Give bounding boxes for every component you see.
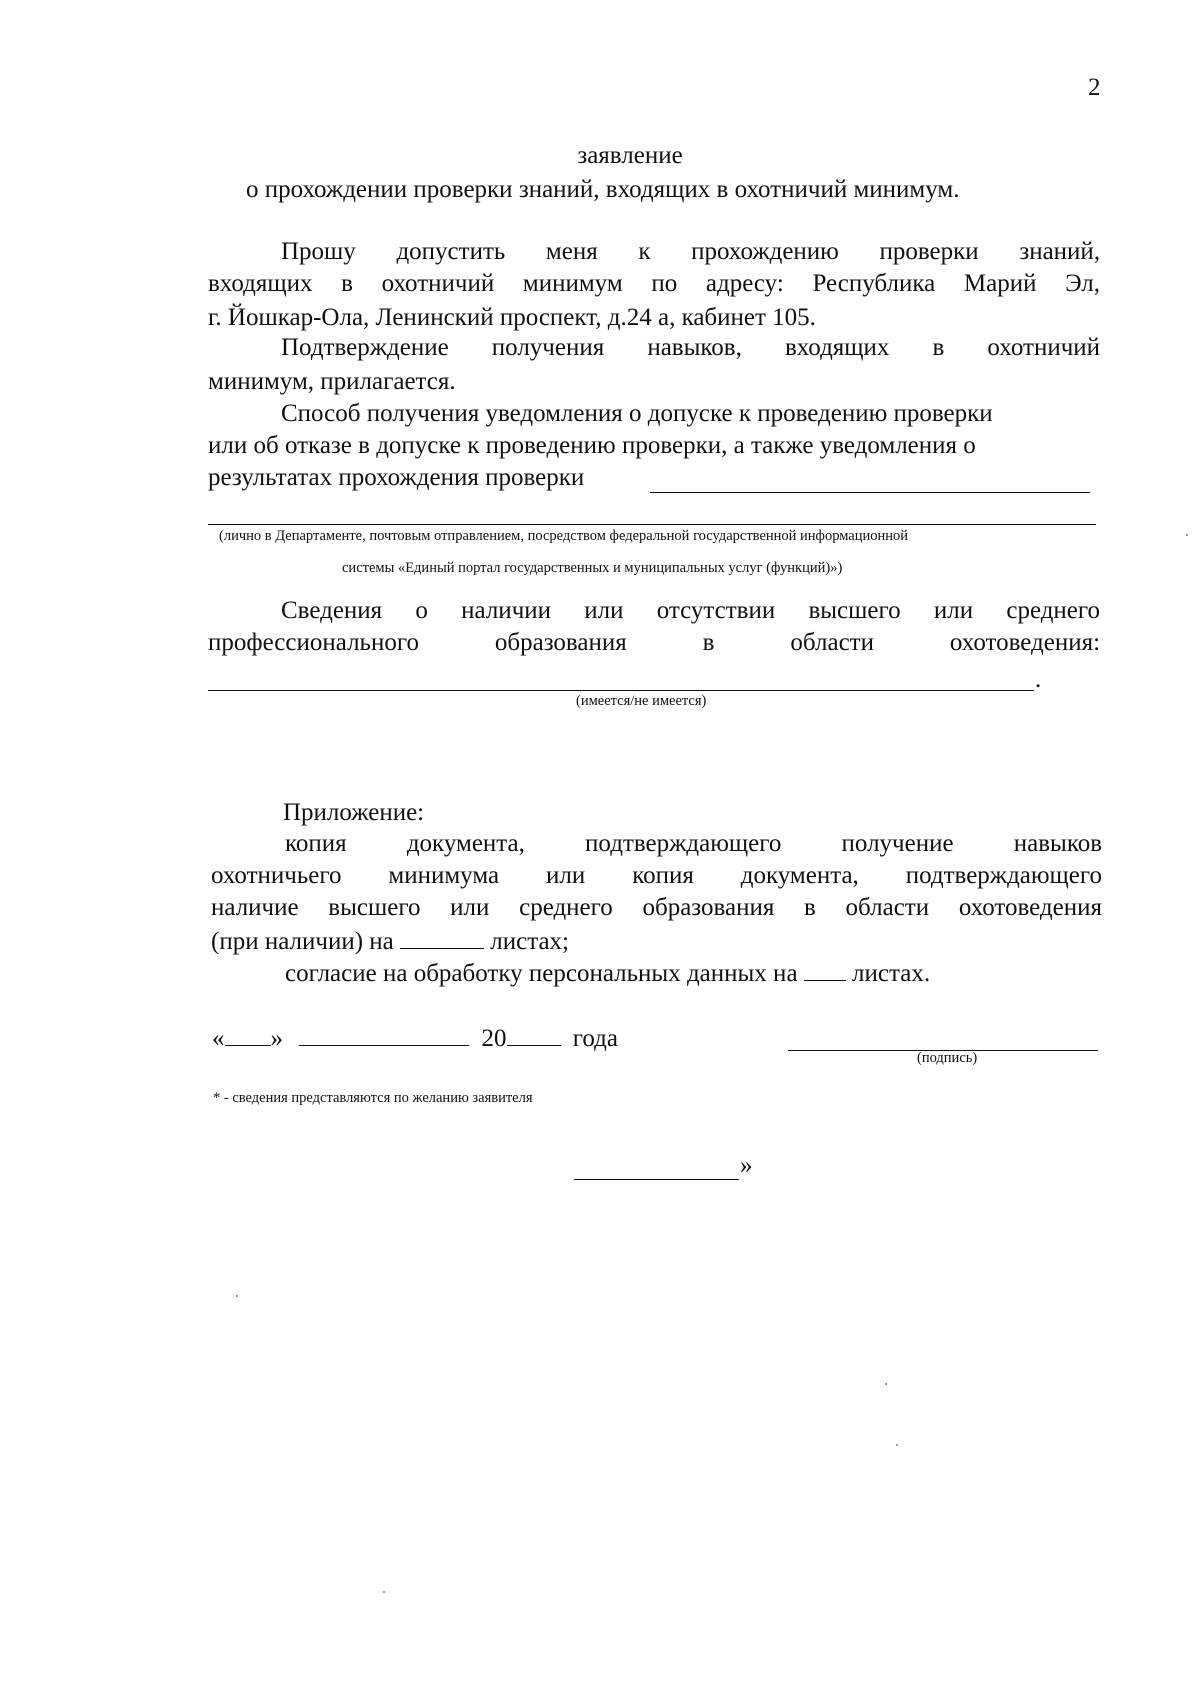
- para1-line2: входящих в охотничий минимум по адресу: Республика Марий Эл,: [208, 270, 1101, 297]
- closing-blank-line[interactable]: [574, 1179, 739, 1180]
- notification-method-field[interactable]: [650, 492, 1090, 493]
- scan-speck: [896, 1444, 898, 1446]
- notification-method-hint-line2: системы «Единый портал государственных и муниципальных услуг (функций)»): [342, 560, 843, 576]
- date-row: « » 20 года: [212, 1025, 618, 1052]
- notification-method-field-line2[interactable]: [208, 524, 1096, 525]
- consent-sheets-field[interactable]: [804, 958, 846, 981]
- appendix-line4: (при наличии) на листах;: [211, 928, 569, 955]
- day-field[interactable]: [225, 1023, 271, 1046]
- appendix-line1: копия документа, подтверждающего получение навыков: [285, 830, 1103, 857]
- education-field[interactable]: [208, 690, 1034, 691]
- closing-quote: »: [740, 1152, 753, 1179]
- para3-line3: результатах прохождения проверки: [208, 464, 585, 491]
- month-field[interactable]: [299, 1023, 469, 1046]
- scan-speck: [1186, 534, 1188, 536]
- scan-speck: [236, 1295, 238, 1297]
- footnote: * - сведения представляются по желанию заявителя: [213, 1090, 533, 1106]
- para3-line1: Способ получения уведомления о допуске к проведению проверки: [281, 400, 993, 427]
- appendix-line2: охотничьего минимума или копия документа, подтверждающего: [211, 862, 1103, 889]
- para4-line1: Сведения о наличии или отсутствии высшего или среднего: [281, 597, 1101, 624]
- sheets-count-field[interactable]: [400, 926, 484, 949]
- para4-line2: профессионального образования в области охотоведения:: [208, 629, 1101, 656]
- page-number: 2: [1088, 74, 1101, 101]
- para2-line2: минимум, прилагается.: [208, 368, 456, 395]
- appendix-heading: Приложение:: [283, 799, 425, 826]
- education-hint: (имеется/не имеется): [576, 693, 707, 709]
- scan-speck: [383, 1591, 385, 1593]
- notification-method-hint-line1: (лично в Департаменте, почтовым отправлением, посредством федеральной государственной информационной: [219, 528, 909, 544]
- para1-line1: Прошу допустить меня к прохождению проверки знаний,: [281, 238, 1101, 265]
- education-field-end: .: [1035, 666, 1042, 693]
- year-field[interactable]: [507, 1023, 561, 1046]
- para2-line1: Подтверждение получения навыков, входящих в охотничий: [281, 334, 1101, 361]
- scan-speck: [885, 1383, 887, 1385]
- para1-line3: г. Йошкар-Ола, Ленинский проспект, д.24 а, кабинет 105.: [208, 304, 816, 331]
- para3-line2: или об отказе в допуске к проведению проверки, а также уведомления о: [208, 432, 976, 459]
- document-subtitle: о прохождении проверки знаний, входящих в охотничий минимум.: [246, 176, 960, 203]
- document-title: заявление: [577, 142, 683, 169]
- appendix-line5: согласие на обработку персональных данных на листах.: [285, 960, 931, 987]
- signature-hint: (подпись): [917, 1050, 978, 1066]
- appendix-line3: наличие высшего или среднего образования в области охотоведения: [211, 894, 1103, 921]
